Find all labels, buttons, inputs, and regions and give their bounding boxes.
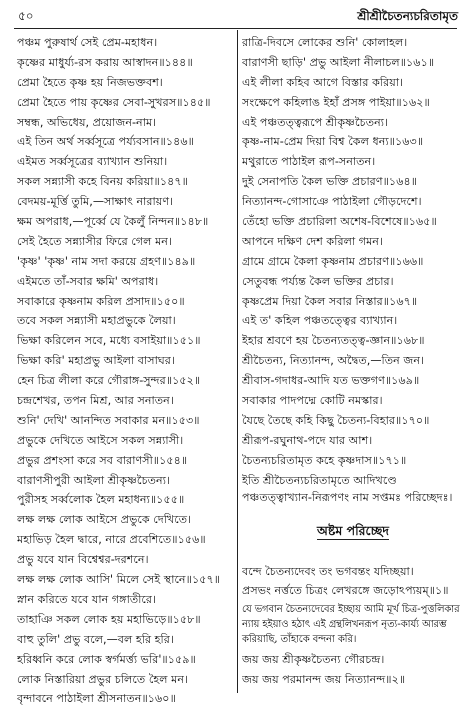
verse-line: ইহার শ্রবণে হয় চৈতন্যতত্ত্ব-জ্ঞান॥১৬৮॥ xyxy=(242,334,425,348)
verse-line: সেতুবন্ধ পর্য্যন্ত কৈল ভক্তির প্রচার। xyxy=(242,274,394,288)
verse-line: কৃষ্ণের মাধুর্য্য-রস করায় আস্বাদন॥১৪৪॥ xyxy=(17,55,193,69)
page-number: ৫০ xyxy=(18,9,34,23)
page-header xyxy=(18,6,458,28)
verse-line: এই ত' কহিল পঞ্চতত্ত্বের ব্যাখ্যান। xyxy=(242,314,398,328)
chapter-colophon: ইতি শ্রীচৈতন্যচরিতামৃতে আদিখণ্ডে পঞ্চতত্ত্বাখ্যান-নিরূপণং নাম সপ্তমঃ পরিচ্ছেদঃ। xyxy=(242,473,453,504)
verse-line: ভিক্ষা করিলেন সবে, মধ্যে বসাইয়া॥১৫১॥ xyxy=(17,334,201,348)
verse-line: দুই সেনাপতি কৈল ভক্তি প্রচারণ॥১৬৪॥ xyxy=(242,175,418,189)
verse-line: সবাকারে কৃষ্ণনাম করিল প্রসাদ॥১৫০॥ xyxy=(17,294,185,308)
chapter-heading xyxy=(242,518,464,544)
verse-line: প্রভুকে দেখিতে আইসে সকল সন্ন্যাসী। xyxy=(17,433,184,447)
verse-line: বারাণসীপুরী আইলা শ্রীকৃষ্ণচৈতন্য। xyxy=(17,473,170,487)
verse-line: বাহু তুলি' প্রভু বলে,—বল হরি হরি। xyxy=(17,632,174,646)
verse-line: গ্রামে গ্রামে কৈলা কৃষ্ণনাম প্রচারণ॥১৬৬॥ xyxy=(242,254,424,268)
verse-line: ভিক্ষা করি' মহাপ্রভু আইলা বাসাঘর। xyxy=(17,354,175,368)
verse-line: চৈতন্যচরিতামৃত কহে কৃষ্ণদাস॥১৭১॥ xyxy=(242,453,407,467)
verse-line: এই লীলা কহিব আগে বিস্তার করিয়া। xyxy=(242,75,404,89)
verse-line: সম্বন্ধ, অভিধেয়, প্রয়োজন-নাম। xyxy=(17,115,157,129)
verse-line: পুরীসহ সর্ব্বলোক হৈল মহাধন্য॥১৫৫॥ xyxy=(17,493,185,507)
verse-commentary: যে ভগবান চৈতন্যদেবের ইচ্ছায় আমি মূর্খ চিত্র-পুত্তলিকার ন্যায় হইয়াও হঠাৎ এই গ্রন্থলিখনরূপ নৃত্য-কার্য্য আরম্ভ করিয়াছি, তাঁহাকে বন্দনা করি। xyxy=(242,604,460,646)
verse-line: হেন চিত্র লীলা করে গৌরাঙ্গ-সুন্দর॥১৫২॥ xyxy=(17,374,201,388)
verse-line: প্রেমা হৈতে কৃষ্ণ হয় নিজভক্তবশ। xyxy=(17,75,163,89)
verse-line: চন্দ্রশেখর, তপন মিশ্র, আর সনাতন। xyxy=(17,394,174,408)
verse-line: এইমতে তাঁ-সবার ক্ষমি' অপরাধ। xyxy=(17,274,159,288)
verse-line: শ্রীচৈতন্য, নিত্যানন্দ, অদ্বৈত,—তিন জন। xyxy=(242,354,425,368)
verse-line: মথুরাতে পাঠাইল রূপ-সনাতন। xyxy=(242,155,376,169)
verse-line: এই পঞ্চতত্ত্বরূপে শ্রীকৃষ্ণচৈতন্য। xyxy=(242,115,389,129)
invocation-verse-line: বন্দে চৈতন্যদেবং তং ভগবন্তং যদিচ্ছয়া। xyxy=(242,564,414,578)
verse-line: এইমত সর্ব্বসূত্রের ব্যাখ্যান শুনিয়া। xyxy=(17,155,168,169)
verse-line: স্নান করিতে যবে যান গঙ্গাতীরে। xyxy=(17,592,157,606)
verse-line: প্রভুর প্রশংসা করে সব বারাণসী॥১৫৪॥ xyxy=(17,453,188,467)
chapter-heading-text: অষ্টম পরিচ্ছেদ xyxy=(317,522,389,538)
verse-line: বৃন্দাবনে পাঠাইলা শ্রীসনাতন॥১৬০॥ xyxy=(17,692,176,706)
column-divider xyxy=(237,30,238,693)
verse-line: প্রেমা হৈতে পায় কৃষ্ণের সেবা-সুখরস॥১৪৫॥ xyxy=(17,95,211,109)
verse-line: শ্রীরূপ-রঘুনাথ-পদে যার আশ। xyxy=(242,433,373,447)
verse-line: আপনে দক্ষিণ দেশ করিলা গমন। xyxy=(242,234,383,248)
verse-line: যৈছে তৈছে কহি কিছু চৈতন্য-বিহার॥১৭০॥ xyxy=(242,413,430,427)
verse-line: সকল সন্ন্যাসী কহে বিনয় করিয়া॥১৪৭॥ xyxy=(17,175,188,189)
left-column xyxy=(17,33,233,709)
verse-line: লক্ষ লক্ষ লোক আসি' মিলে সেই স্থানে॥১৫৭॥ xyxy=(17,573,221,587)
verse-line: কৃষ্ণ-নাম-প্রেম দিয়া বিশ্ব কৈল ধন্য॥১৬৩॥ xyxy=(242,135,424,149)
verse-line: ক্ষম অপরাধ,—পূর্ব্বে যে কৈলুঁ নিন্দন॥১৪৮॥ xyxy=(17,215,209,229)
verse-line: সংক্ষেপে কহিলাঙ ইহাঁ প্রসঙ্গ পাইয়া॥১৬২॥ xyxy=(242,95,430,109)
running-title: শ্রীশ্রীচৈতন্যচরিতামৃত xyxy=(357,9,458,23)
invocation-verse-line: প্রসভং নর্ত্ততে চিত্রং লেখরঙ্গে জড়োঽপ্যয়ম্॥১॥ xyxy=(242,584,449,598)
verse-line: বেদময়-মূর্ত্তি তুমি,—সাক্ষাৎ নারায়ণ। xyxy=(17,195,174,209)
verse-line: শুনি' দেখি' আনন্দিত সবাকার মন॥১৫৩॥ xyxy=(17,413,200,427)
verse-line: লক্ষ লক্ষ লোক আইসে প্রভুকে দেখিতে। xyxy=(17,513,192,527)
verse-line: জয় জয় পরমানন্দ জয় নিত্যানন্দ॥২॥ xyxy=(242,673,406,687)
verse-line: জয় জয় শ্রীকৃষ্ণচৈতন্য গৌরচন্দ্র। xyxy=(242,653,385,667)
verse-line: তবে সকল সন্ন্যাসী মহাপ্রভুকে লৈয়া। xyxy=(17,314,176,328)
verse-line: তাহাঞি সকল লোক হয় মহাভিড়ে॥১৫৮॥ xyxy=(17,612,201,626)
verse-line: মহাভিড় হৈল দ্বারে, নারে প্রবেশিতে॥১৫৬॥ xyxy=(17,533,206,547)
right-column xyxy=(242,33,464,690)
verse-line: রাত্রি-দিবসে লোকের শুনি' কোলাহল। xyxy=(242,36,408,49)
verse-line: 'কৃষ্ণ' 'কৃষ্ণ' নাম সদা করয়ে গ্রহণ॥১৪৯॥ xyxy=(17,254,196,268)
verse-line: পঞ্চম পুরুষার্থ সেই প্রেম-মহাধন। xyxy=(17,36,158,49)
verse-line: নিত্যানন্দ-গোসাঞে পাঠাইলা গৌড়দেশে। xyxy=(242,195,422,209)
verse-line: হরিধ্বনি করে লোক স্বর্গমর্ত্ত্য ভরি'॥১৫৯॥ xyxy=(17,652,196,666)
verse-line: প্রভু যবে যান বিশ্বেশ্বর-দরশনে। xyxy=(17,553,149,567)
verse-line: শ্রীবাস-গদাধর-আদি যত ভক্তগণ॥১৬৯॥ xyxy=(242,374,420,388)
verse-line: কৃষ্ণপ্রেম দিয়া কৈল সবার নিস্তার॥১৬৭॥ xyxy=(242,294,418,308)
header-rule xyxy=(14,28,457,29)
verse-line: সবাকার পাদপদ্মে কোটি নমস্কার। xyxy=(242,394,383,408)
verse-line: লোক নিস্তারিয়া প্রভুর চলিতে হৈল মন। xyxy=(17,672,189,686)
verse-line: তেঁহো ভক্তি প্রচারিলা অশেষ-বিশেষে॥১৬৫॥ xyxy=(242,215,437,229)
verse-line: বারাণসী ছাড়ি' প্রভু আইলা নীলাচল॥১৬১॥ xyxy=(242,55,435,69)
verse-line: এই তিন অর্থ সর্ব্বসূত্রে পর্য্যবসান॥১৪৬॥ xyxy=(17,135,194,149)
verse-line: সেই হৈতে সন্ন্যাসীর ফিরে গেল মন। xyxy=(17,234,172,248)
